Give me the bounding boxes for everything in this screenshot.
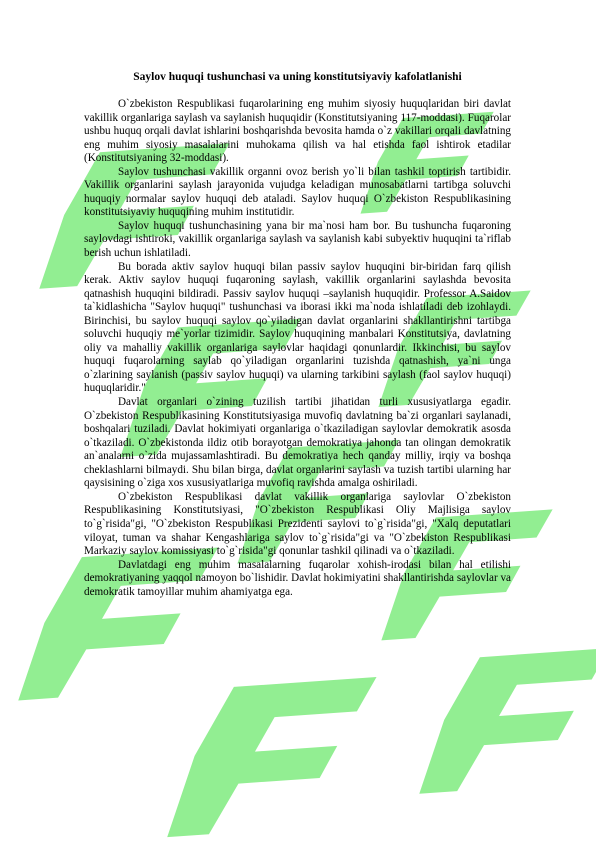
paragraph: O`zbekiston Respublikasi fuqarolarining eng muhim siyosiy huquqlaridan biri davlat vakillik organlariga saylash va saylanish huquqidir (Konstitutsiyaning 117-moddasi). Fuqarolar ushbu huquq orqali davlat ishlarini boshqarishda bevosita hamda o`z vakillari orqali davlatning eng muhim siyosiy masalalarini muhokama qilish va hal etishda faol ishtirok etadilar (Konstitutsiyaning 32-moddasi). (84, 98, 511, 165)
paragraph: Davlat organlari o`zining tuzilish tartibi jihatidan turli xususiyatlarga egadir. O`zbekiston Respublikasining Konstitutsiyasiga muvofiq davlatning ba`zi organlari saylanadi, boshqalari tuziladi. Davlat hokimiyati organlariga o`tkaziladigan saylovlar demokratik asosda o`tkaziladi. O`zbekistonda ildiz otib borayotgan demokratiya jahonda tan olingan demokratik an`analarni o`zida mujassamlashtiradi. Bu demokratiya hech qanday milliy, irqiy va boshqa cheklashlarni bilmaydi. Shu bilan birga, davlat organlarini saylash va tuzish tartibi ularning har qaysisining o`ziga xos xususiyatlariga muvofiq ravishda amalga oshiriladi. (84, 396, 511, 490)
document-page (84, 70, 511, 599)
paragraph: Saylov tushunchasi vakillik organni ovoz berish yo`li bilan tashkil toptirish tartibidir. Vakillik organlarini saylash jarayonida vujudga keladigan munosabatlarni tartibga soluvchi huquqiy normalar saylov huquqi deb ataladi. Saylov huquqi O`zbekiston Respublikasining konstitutsiyaviy huquqining muhim institutidir. (84, 165, 511, 219)
paragraph: Bu borada aktiv saylov huquqi bilan passiv saylov huquqini bir-biridan farq qilish kerak. Aktiv saylov huquqi fuqaroning saylash, vakillik organlarini saylashda bevosita qatnashish huquqini bildiradi. Passiv saylov huquqi –saylanish huquqidir. Professor A.Saidov ta`kidlashicha "Saylov huquqi" tushunchasi va iborasi ikki ma`noda ishlatiladi deb izohlaydi. Birinchisi, bu saylov huquqi saylov qo`yiladigan davlat organlarini shakllantirishni tartibga soluvchi huquqiy me`yorlar tizimidir. Saylov huquqining manbalari Konstitutsiya, davlatning oliy va mahalliy vakillik organlariga saylovlar haqidagi qonunlardir. Ikkinchisi, bu saylov huquqi fuqarolarning saylab qo`yiladigan organlarini tuzishda qatnashish, ya`ni unga o`zlarining saylanish (passiv saylov huquqi) va ularning tarkibini saylash (faol saylov huquqi) huquqlaridir." (84, 260, 511, 395)
paragraph: O`zbekiston Respublikasi davlat vakillik organlariga saylovlar O`zbekiston Respublikasining Konstitutsiyasi, "O`zbekiston Respublikasi Oliy Majlisiga saylov to`g`risida"gi, "O`zbekiston Respublikasi Prezidenti saylovi to`g`risida"gi, "Xalq deputatlari viloyat, tuman va shahar Kengashlariga saylov to`g`risida"gi va "O`zbekiston Respublikasi Markaziy saylov komissiyasi to`g`risida"gi qonunlar tashkil qilinadi va o`tkaziladi. (84, 490, 511, 558)
document-title: Saylov huquqi tushunchasi va uning konstitutsiyaviy kafolatlanishi (133, 71, 462, 83)
paragraph: Davlatdagi eng muhim masalalarning fuqarolar xohish-irodasi bilan hal etilishi demokratiyaning yaqqol namoyon bo`lishidir. Davlat hokimiyatini shakllantirishda saylovlar va demokratik tamoyillar muhim ahamiyatga ega. (84, 558, 511, 598)
paragraph: Saylov huquqi tushunchasining yana bir ma`nosi ham bor. Bu tushuncha fuqaroning saylovdagi ishtiroki, vakillik organlariga saylash va saylanish kabi subyektiv huquqini ta`riflab berish uchun ishlatiladi. (84, 219, 511, 260)
